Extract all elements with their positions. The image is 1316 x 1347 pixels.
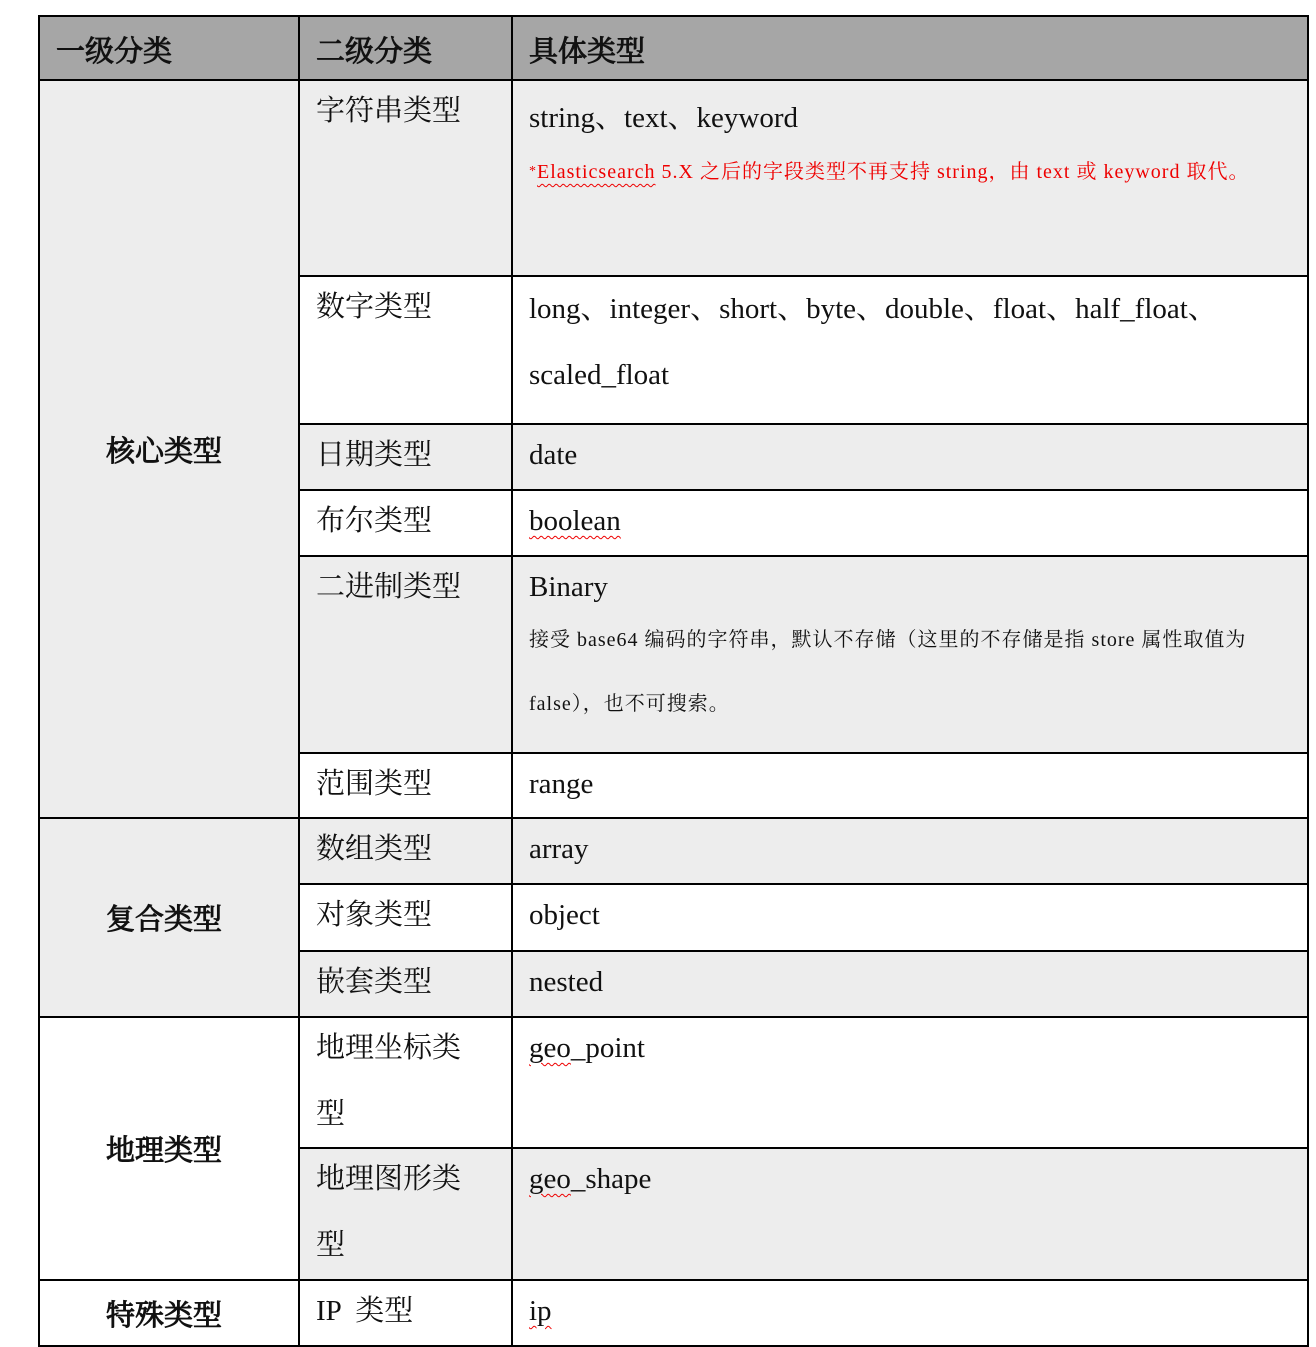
category-label: 日期类型 — [316, 439, 433, 471]
field-types-table — [38, 15, 1309, 1347]
types-string — [512, 80, 1308, 276]
header-specific: 具体类型 — [512, 16, 1308, 80]
type-value-line2: scaled_float — [529, 359, 670, 391]
type-value-suffix: _shape — [570, 1163, 652, 1195]
category-label: 布尔类型 — [316, 505, 433, 537]
group-core: 核心类型 — [39, 80, 299, 818]
table-row — [39, 1017, 1308, 1148]
types-ip — [512, 1280, 1308, 1346]
header-level1: 一级分类 — [39, 16, 299, 80]
types-nested: nested — [512, 951, 1308, 1017]
types-geo-point — [512, 1017, 1308, 1148]
type-value: string、text、keyword — [529, 102, 799, 134]
category-boolean — [299, 490, 512, 556]
category-geo-point — [299, 1017, 512, 1148]
category-label: 字符串类型 — [316, 95, 462, 127]
group-special: 特殊类型 — [39, 1280, 299, 1346]
binary-description: 接受 base64 编码的字符串，默认不存储（这里的不存储是指 store 属性取值为 false），也不可搜索。 — [529, 629, 1247, 715]
types-binary — [512, 556, 1308, 753]
category-date — [299, 424, 512, 490]
category-array — [299, 818, 512, 884]
note-brand: Elasticsearch — [537, 161, 656, 183]
note-text: 5.X 之后的字段类型不再支持 string，由 text 或 keyword 取代。 — [655, 161, 1250, 183]
category-geo-shape — [299, 1148, 512, 1280]
table-row — [39, 80, 1308, 276]
group-geo: 地理类型 — [39, 1017, 299, 1280]
category-label-line2: 型 — [316, 1098, 346, 1130]
category-label: 对象类型 — [316, 899, 433, 931]
category-string — [299, 80, 512, 276]
note-star: * — [529, 164, 537, 179]
type-value-suffix: _point — [570, 1032, 645, 1064]
category-label: 数字类型 — [316, 291, 433, 323]
category-label: 范围类型 — [316, 768, 433, 800]
category-number — [299, 276, 512, 424]
types-range: range — [512, 753, 1308, 818]
category-label-line1: 地理坐标类 — [316, 1032, 462, 1064]
types-object: object — [512, 884, 1308, 951]
category-label: 数组类型 — [316, 833, 433, 865]
type-value-prefix: geo — [529, 1163, 571, 1195]
deprecation-note — [529, 140, 1291, 204]
type-value-line1: long、integer、short、byte、double、float、half_float、 — [529, 293, 1217, 325]
type-value: boolean — [529, 505, 621, 537]
type-value: ip — [529, 1295, 552, 1327]
types-number — [512, 276, 1308, 424]
category-binary — [299, 556, 512, 753]
types-date: date — [512, 424, 1308, 490]
category-label: 嵌套类型 — [316, 966, 433, 998]
type-value: Binary — [529, 571, 608, 603]
header-level2: 二级分类 — [299, 16, 512, 80]
category-ip — [299, 1280, 512, 1346]
category-label-line1: 地理图形类 — [316, 1163, 462, 1195]
table-row — [39, 1280, 1308, 1346]
types-geo-shape — [512, 1148, 1308, 1280]
category-label: IP 类型 — [316, 1295, 414, 1327]
category-object — [299, 884, 512, 951]
type-value-prefix: geo — [529, 1032, 571, 1064]
category-range — [299, 753, 512, 818]
group-complex: 复合类型 — [39, 818, 299, 1017]
table-row — [39, 818, 1308, 884]
types-array: array — [512, 818, 1308, 884]
types-boolean — [512, 490, 1308, 556]
table-header-row — [39, 16, 1308, 80]
category-label: 二进制类型 — [316, 571, 462, 603]
category-nested — [299, 951, 512, 1017]
category-label-line2: 型 — [316, 1229, 346, 1261]
